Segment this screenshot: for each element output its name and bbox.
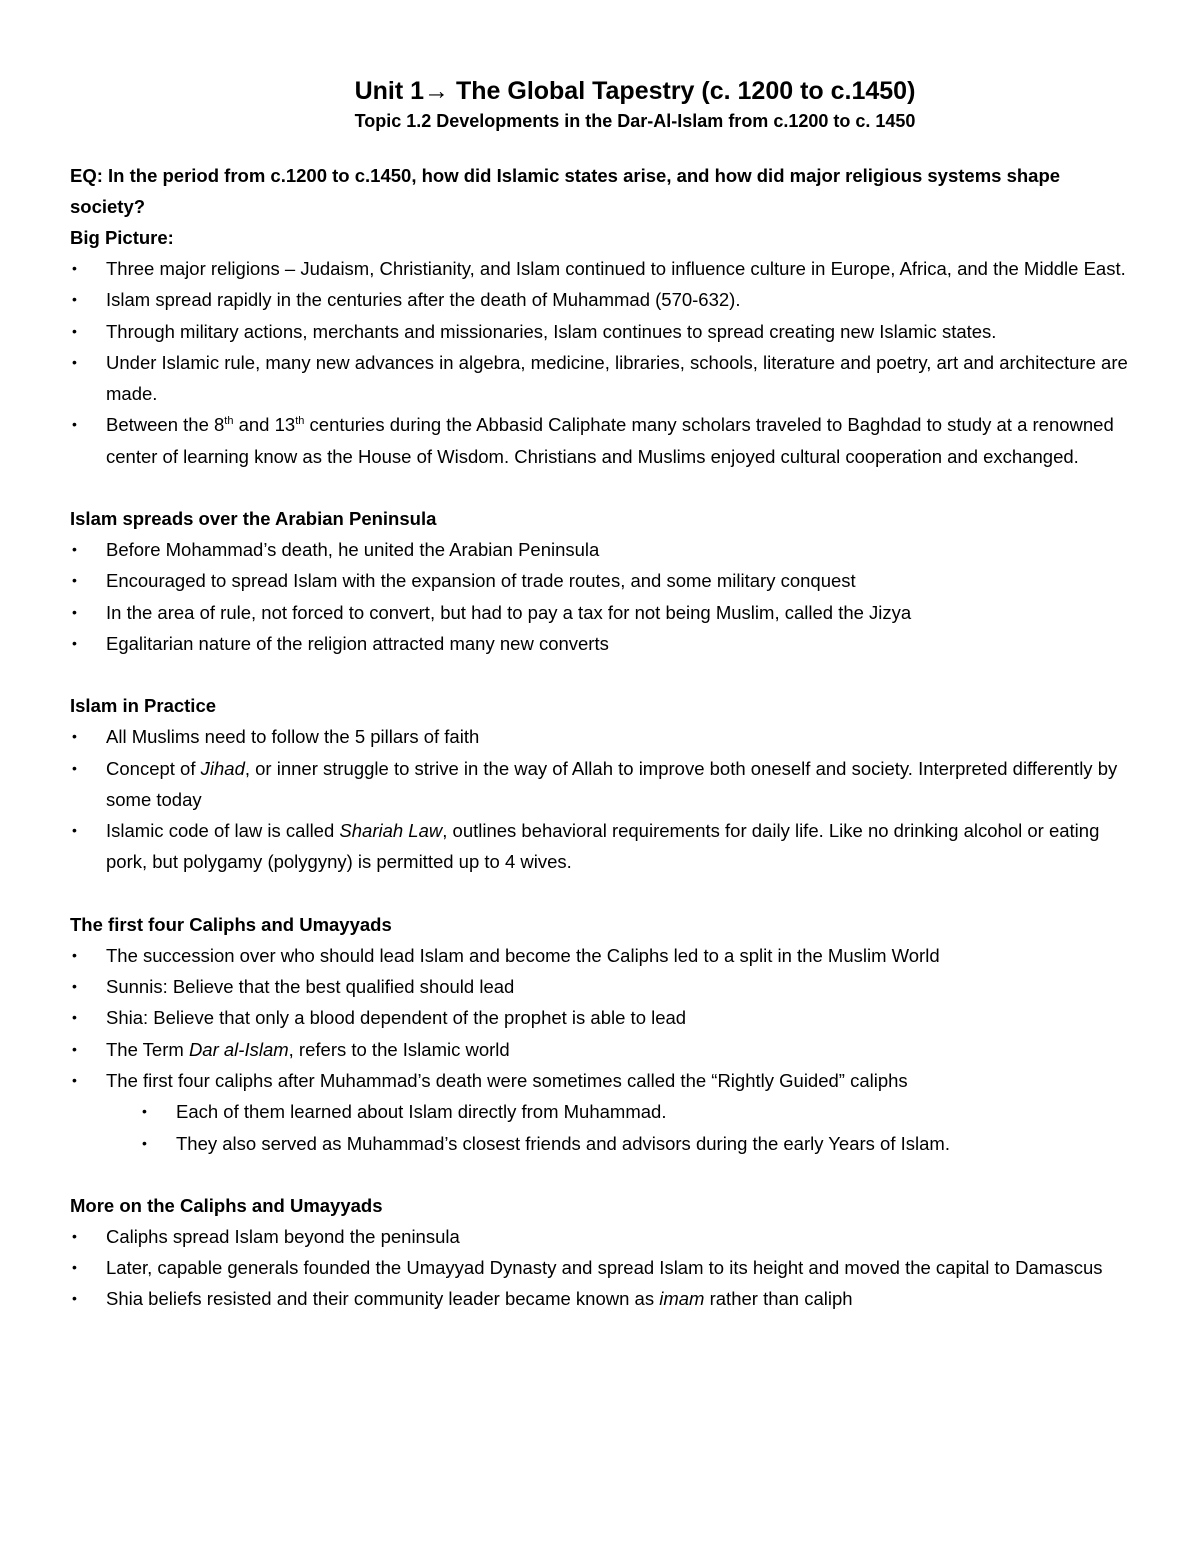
superscript: th	[224, 415, 234, 428]
practice-list	[70, 721, 1140, 877]
list-item: • Under Islamic rule, many new advances in algebra, medicine, libraries, schools, literature and poetry, art and architecture are made.	[70, 347, 1140, 410]
text-run: and 13	[233, 414, 296, 436]
more-list	[70, 1221, 1140, 1315]
spread-heading: Islam spreads over the Arabian Peninsula	[70, 508, 437, 530]
essential-question: EQ: In the period from c.1200 to c.1450, how did Islamic states arise, and how did major religious systems shape society?	[70, 165, 1061, 217]
document-title	[70, 74, 1140, 108]
sub-list-item: • Each of them learned about Islam directly from Muhammad.	[70, 1096, 1140, 1127]
list-item	[70, 815, 1140, 878]
text-run: Islamic code of law is called	[106, 820, 340, 842]
text-run: , refers to the Islamic world	[288, 1038, 510, 1060]
list-item: • All Muslims need to follow the 5 pillars of faith	[70, 721, 1140, 752]
title-prefix: Unit 1	[354, 77, 425, 105]
text-run: Between the 8	[106, 414, 225, 436]
italic-term: Shariah Law	[339, 820, 443, 842]
practice-heading: Islam in Practice	[70, 695, 217, 717]
title-rest: The Global Tapestry (c. 1200 to c.1450)	[449, 77, 916, 105]
arrow-icon: →	[424, 77, 450, 105]
italic-term: Dar al-Islam	[188, 1038, 289, 1060]
spacer	[70, 659, 1140, 690]
list-item: • The first four caliphs after Muhammad’s death were sometimes called the “Rightly Guided” caliphs	[70, 1065, 1140, 1096]
list-item: • Three major religions – Judaism, Christianity, and Islam continued to influence culture in Europe, Africa, and the Middle East.	[70, 253, 1140, 284]
spacer	[70, 1159, 1140, 1190]
list-item: • Through military actions, merchants and missionaries, Islam continues to spread creating new Islamic states.	[70, 316, 1140, 347]
more-heading: More on the Caliphs and Umayyads	[70, 1194, 383, 1216]
document-page	[70, 74, 1140, 1315]
superscript: th	[295, 415, 305, 428]
list-item	[70, 1283, 1140, 1314]
text-run: , outlines behavioral requirements for daily life. Like no drinking alcohol or eating pork, but polygamy (polygyny) is permitted up to 4 wives.	[106, 820, 1100, 873]
document-subtitle: Topic 1.2 Developments in the Dar-Al-Islam from c.1200 to c. 1450	[354, 111, 916, 131]
spread-list	[70, 534, 1140, 659]
italic-term: Jihad	[200, 757, 245, 779]
list-item	[70, 753, 1140, 816]
big-picture-heading: Big Picture:	[70, 227, 174, 248]
text-run: Concept of	[106, 757, 201, 779]
text-run: rather than caliph	[704, 1288, 853, 1310]
text-run: , or inner struggle to strive in the way of Allah to improve both oneself and society. Interpreted differently by some today	[106, 757, 1118, 810]
spacer	[70, 878, 1140, 909]
list-item: • Before Mohammad’s death, he united the Arabian Peninsula	[70, 534, 1140, 565]
list-item: • In the area of rule, not forced to convert, but had to pay a tax for not being Muslim, called the Jizya	[70, 597, 1140, 628]
list-item: • Shia: Believe that only a blood dependent of the prophet is able to lead	[70, 1002, 1140, 1033]
list-item: • Later, capable generals founded the Umayyad Dynasty and spread Islam to its height and moved the capital to Damascus	[70, 1252, 1140, 1283]
caliphs-sublist	[70, 1096, 1140, 1159]
list-item: • Egalitarian nature of the religion attracted many new converts	[70, 628, 1140, 659]
list-item	[70, 409, 1140, 472]
sub-list-item: • They also served as Muhammad’s closest friends and advisors during the early Years of Islam.	[70, 1128, 1140, 1159]
spacer	[70, 472, 1140, 503]
text-run: The Term	[106, 1038, 189, 1060]
text-run: centuries during the Abbasid Caliphate many scholars traveled to Baghdad to study at a renowned center of learning know as the House of Wisdom. Christians and Muslims enjoyed cultural cooperation and exchanged.	[106, 414, 1114, 467]
list-item: • Islam spread rapidly in the centuries after the death of Muhammad (570-632).	[70, 284, 1140, 315]
text-run: Shia beliefs resisted and their community leader became known as	[106, 1288, 660, 1310]
list-item: • Encouraged to spread Islam with the expansion of trade routes, and some military conquest	[70, 565, 1140, 596]
big-picture-list	[70, 253, 1140, 472]
italic-term: imam	[659, 1288, 705, 1310]
list-item: • The succession over who should lead Islam and become the Caliphs led to a split in the Muslim World	[70, 940, 1140, 971]
caliphs-list	[70, 940, 1140, 1096]
list-item: • Sunnis: Believe that the best qualified should lead	[70, 971, 1140, 1002]
caliphs-heading: The first four Caliphs and Umayyads	[70, 913, 392, 935]
list-item	[70, 1034, 1140, 1065]
list-item: • Caliphs spread Islam beyond the peninsula	[70, 1221, 1140, 1252]
